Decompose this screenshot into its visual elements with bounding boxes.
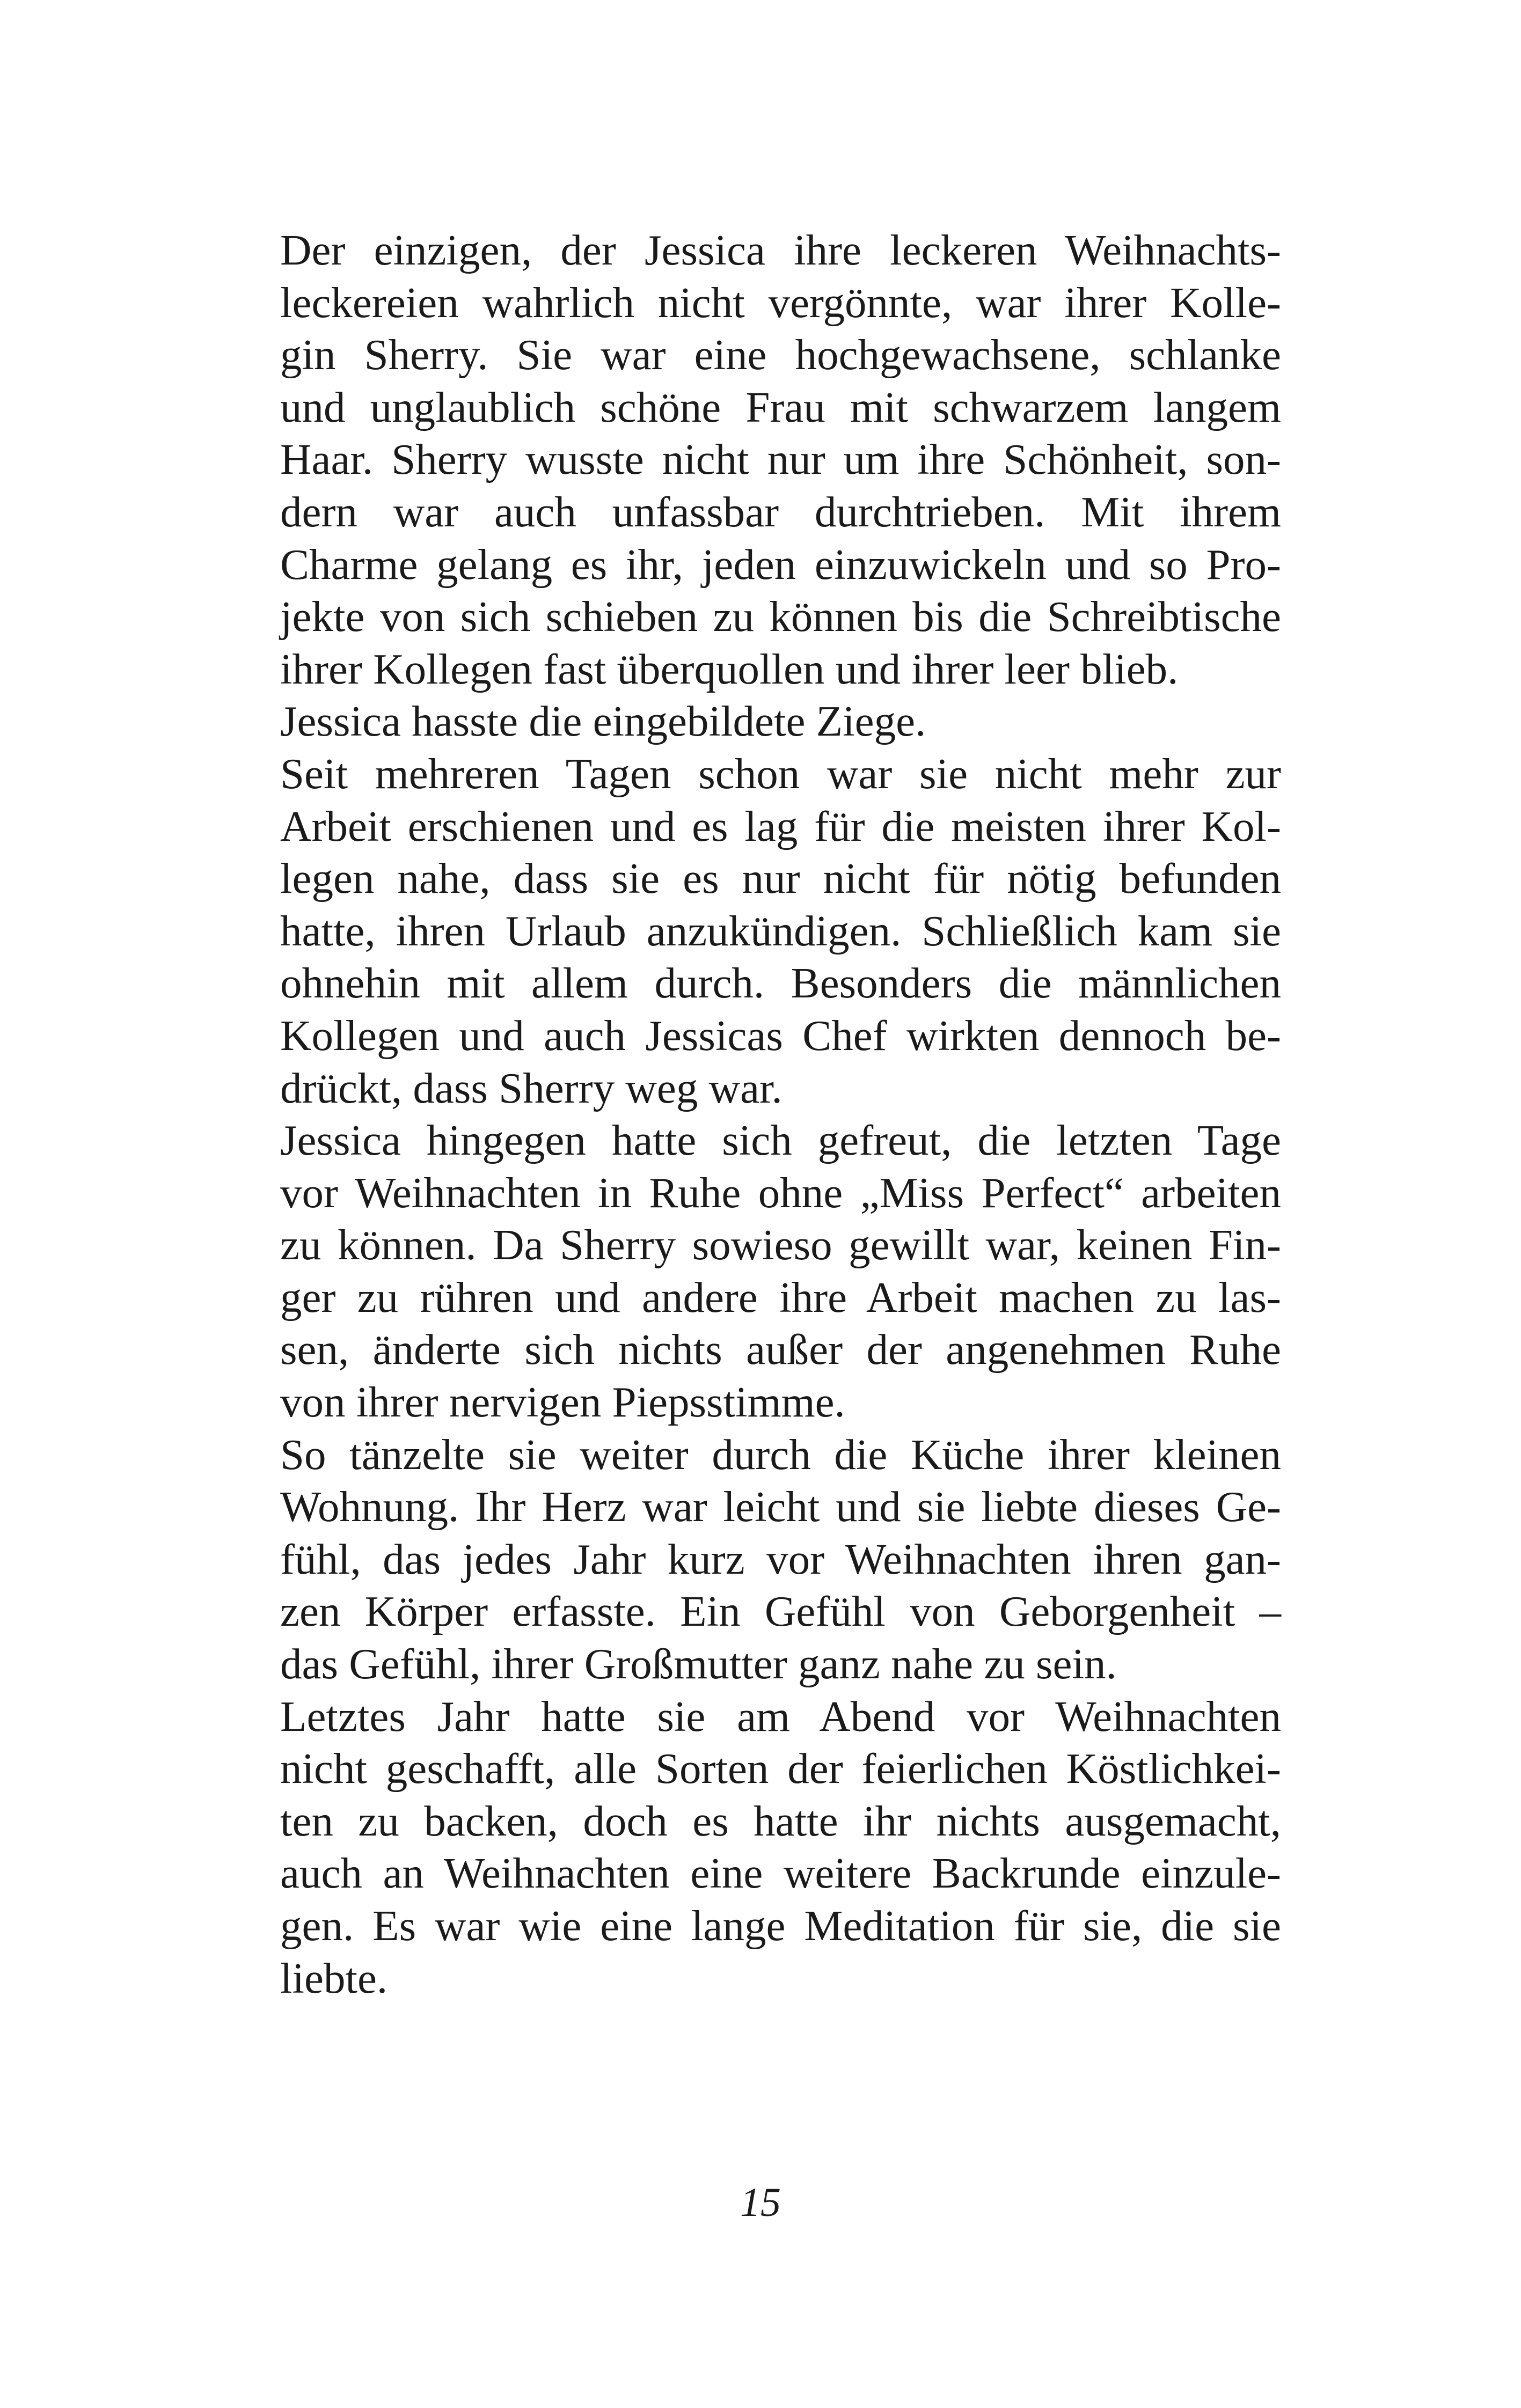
text-line: Charme gelang es ihr, jeden einzuwickeln und so Pro- bbox=[280, 540, 1281, 589]
text-line: Letztes Jahr hatte sie am Abend vor Weihnachten bbox=[280, 1692, 1281, 1741]
text-line: gen. Es war wie eine lange Meditation für sie, die sie bbox=[280, 1902, 1281, 1950]
text-line: drückt, dass Sherry weg war. bbox=[280, 1063, 783, 1112]
text-line: ihrer Kollegen fast überquollen und ihrer leer blieb. bbox=[280, 644, 1179, 693]
paragraph bbox=[228, 1114, 1281, 1429]
text-line: gin Sherry. Sie war eine hochgewachsene, schlanke bbox=[280, 331, 1281, 379]
text-line: leckereien wahrlich nicht vergönnte, war ihrer Kolle- bbox=[280, 278, 1281, 327]
text-line: auch an Weihnachten eine weitere Backrunde einzule- bbox=[280, 1849, 1281, 1898]
text-line: zu können. Da Sherry sowieso gewillt war, keinen Fin- bbox=[280, 1221, 1281, 1269]
body-text bbox=[228, 224, 1281, 2005]
text-line: und unglaublich schöne Frau mit schwarzem langem bbox=[280, 383, 1281, 431]
text-line: legen nahe, dass sie es nur nicht für nötig befunden bbox=[280, 854, 1281, 903]
paragraph bbox=[228, 224, 1281, 695]
text-line: liebte. bbox=[280, 1954, 388, 2002]
text-line: dern war auch unfassbar durchtrieben. Mit ihrem bbox=[280, 487, 1281, 536]
text-line: ohnehin mit allem durch. Besonders die männlichen bbox=[280, 959, 1281, 1008]
text-line: zen Körper erfasste. Ein Gefühl von Geborgenheit – bbox=[280, 1587, 1281, 1636]
paragraph bbox=[228, 748, 1281, 1114]
text-line: das Gefühl, ihrer Großmutter ganz nahe zu sein. bbox=[280, 1640, 1117, 1688]
text-line: nicht geschafft, alle Sorten der feierlichen Köstlichkei- bbox=[280, 1744, 1281, 1793]
paragraph bbox=[228, 1691, 1281, 2005]
paragraph bbox=[228, 695, 1281, 748]
text-line: ger zu rühren und andere ihre Arbeit machen zu las- bbox=[280, 1273, 1281, 1322]
text-line: jekte von sich schieben zu können bis die Schreibtische bbox=[280, 592, 1281, 641]
text-line: von ihrer nervigen Piepsstimme. bbox=[280, 1378, 845, 1427]
text-line: Der einzigen, der Jessica ihre leckeren Weihnachts- bbox=[280, 226, 1281, 274]
text-line: Jessica hingegen hatte sich gefreut, die letzten Tage bbox=[280, 1116, 1281, 1165]
text-line: vor Weihnachten in Ruhe ohne „Miss Perfect“ arbeiten bbox=[280, 1168, 1281, 1217]
text-line: sen, änderte sich nichts außer der angenehmen Ruhe bbox=[280, 1325, 1281, 1374]
text-line: Wohnung. Ihr Herz war leicht und sie liebte dieses Ge- bbox=[280, 1482, 1281, 1531]
text-line: fühl, das jedes Jahr kurz vor Weihnachten ihren gan- bbox=[280, 1535, 1281, 1583]
text-line: So tänzelte sie weiter durch die Küche ihrer kleinen bbox=[280, 1430, 1281, 1479]
text-line: Haar. Sherry wusste nicht nur um ihre Schönheit, son- bbox=[280, 435, 1281, 484]
text-line: Seit mehreren Tagen schon war sie nicht mehr zur bbox=[280, 749, 1281, 798]
text-line: Arbeit erschienen und es lag für die meisten ihrer Kol- bbox=[280, 802, 1281, 850]
text-line: Kollegen und auch Jessicas Chef wirkten dennoch be- bbox=[280, 1011, 1281, 1060]
page-number: 15 bbox=[740, 2180, 781, 2225]
text-line: hatte, ihren Urlaub anzukündigen. Schließlich kam sie bbox=[280, 906, 1281, 955]
text-line: Jessica hasste die eingebildete Ziege. bbox=[280, 697, 926, 746]
paragraph bbox=[228, 1429, 1281, 1691]
text-line: ten zu backen, doch es hatte ihr nichts ausgemacht, bbox=[280, 1796, 1281, 1845]
